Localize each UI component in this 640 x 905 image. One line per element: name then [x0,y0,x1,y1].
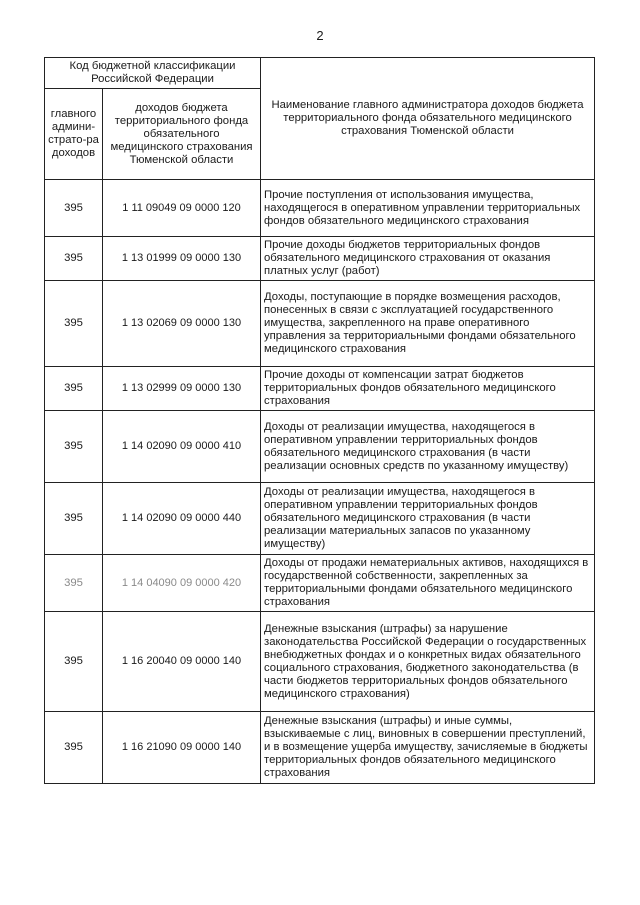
table-row [45,555,595,612]
page-number: 2 [316,28,324,43]
income-name-cell: Денежные взыскания (штрафы) за нарушение законодательства Российской Федерации о государственных внебюджетных фондах и о конкретных видах обязательного социального страхования, бюджетного законодательства (в части бюджетов территориальных фондов обязательного медицинского страхования) [261,612,595,712]
table-row [45,483,595,555]
header-row-top [45,58,595,89]
budget-classification-table [44,57,595,784]
header-col-admin: главного админи-страто-ра доходов [45,89,103,180]
income-name-cell: Прочие поступления от использования имущества, находящегося в оперативном управлении территориальных фондов обязательного медицинского страхования [261,180,595,237]
table-row [45,712,595,784]
admin-code-cell: 395 [45,483,103,555]
admin-code-cell: 395 [45,281,103,367]
income-code-cell: 1 13 02999 09 0000 130 [103,367,261,411]
table-row [45,612,595,712]
header-col-income: доходов бюджета территориального фонда обязательного медицинского страхования Тюменской области [103,89,261,180]
income-name-cell: Доходы от реализации имущества, находящегося в оперативном управлении территориальных фондов обязательного медицинского страхования (в части реализации основных средств по указанному имуществу) [261,411,595,483]
income-code-cell: 1 13 02069 09 0000 130 [103,281,261,367]
header-col-name: Наименование главного администратора доходов бюджета территориального фонда обязательного медицинского страхования Тюменской области [261,58,595,180]
table-row [45,180,595,237]
admin-code-cell: 395 [45,367,103,411]
income-code-cell: 1 13 01999 09 0000 130 [103,237,261,281]
table-row [45,411,595,483]
header-group-title: Код бюджетной классификации Российской Федерации [45,58,261,89]
income-code-cell: 1 16 21090 09 0000 140 [103,712,261,784]
income-code-cell: 1 14 02090 09 0000 440 [103,483,261,555]
admin-code-cell: 395 [45,612,103,712]
income-name-cell: Доходы от реализации имущества, находящегося в оперативном управлении территориальных фондов обязательного медицинского страхования (в части реализации материальных запасов по указанному имуществу) [261,483,595,555]
table-row [45,367,595,411]
income-name-cell: Доходы, поступающие в порядке возмещения расходов, понесенных в связи с эксплуатацией государственного имущества, закрепленного на праве оперативного управления за территориальными фондами обязательного медицинского страхования [261,281,595,367]
income-code-cell: 1 14 02090 09 0000 410 [103,411,261,483]
income-name-cell: Прочие доходы от компенсации затрат бюджетов территориальных фондов обязательного медицинского страхования [261,367,595,411]
table-row [45,237,595,281]
admin-code-cell: 395 [45,555,103,612]
income-name-cell: Денежные взыскания (штрафы) и иные суммы, взыскиваемые с лиц, виновных в совершении преступлений, и в возмещение ущерба имуществу, зачисляемые в бюджеты территориальных фондов обязательного медицинского страхования [261,712,595,784]
income-name-cell: Прочие доходы бюджетов территориальных фондов обязательного медицинского страхования от оказания платных услуг (работ) [261,237,595,281]
income-name-cell: Доходы от продажи нематериальных активов, находящихся в государственной собственности, закрепленных за территориальными фондами обязательного медицинского страхования [261,555,595,612]
admin-code-cell: 395 [45,712,103,784]
admin-code-cell: 395 [45,411,103,483]
income-code-cell: 1 11 09049 09 0000 120 [103,180,261,237]
admin-code-cell: 395 [45,237,103,281]
admin-code-cell: 395 [45,180,103,237]
table-row [45,281,595,367]
income-code-cell: 1 16 20040 09 0000 140 [103,612,261,712]
income-code-cell: 1 14 04090 09 0000 420 [103,555,261,612]
